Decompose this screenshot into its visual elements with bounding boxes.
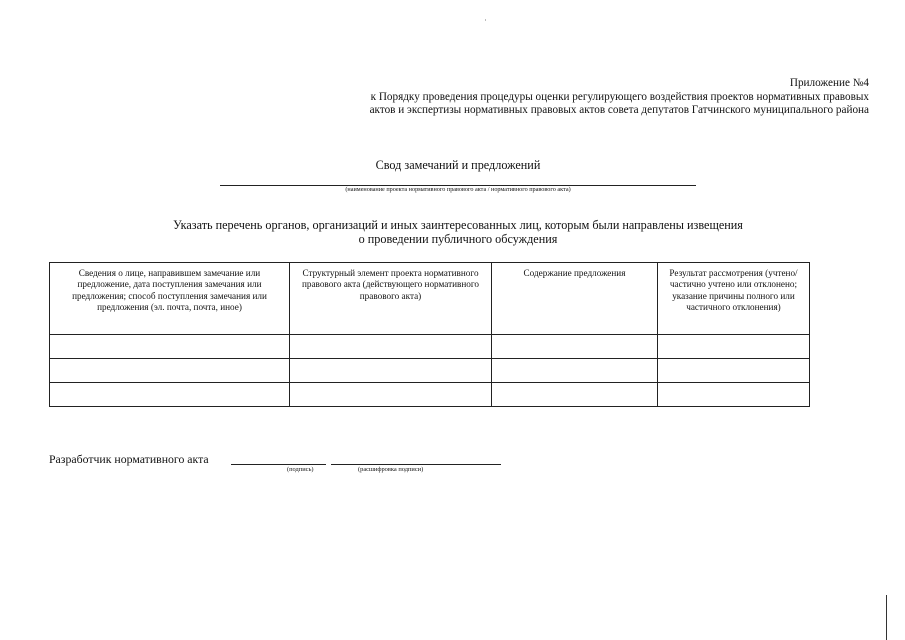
header-review-result: Результат рассмотрения (учтено/частично учтено или отклонено; указание причины полного или частичного отклонения) <box>658 263 810 335</box>
table-row <box>50 359 810 383</box>
table-row <box>50 335 810 359</box>
appendix-line-1: к Порядку проведения процедуры оценки регулирующего воздействия проектов нормативных правовых <box>370 90 869 103</box>
appendix-header <box>309 77 869 118</box>
developer-label: Разработчик нормативного акта <box>49 452 209 466</box>
table-cell[interactable] <box>658 359 810 383</box>
document-title: Свод замечаний и предложений <box>375 158 541 172</box>
remarks-table <box>49 262 810 407</box>
instruction-line-1: Указать перечень органов, организаций и иных заинтересованных лиц, которым были направлены извещения <box>173 218 743 232</box>
signature-caption: (подпись) <box>287 466 314 473</box>
table-cell[interactable] <box>658 335 810 359</box>
table-cell[interactable] <box>290 359 492 383</box>
table-header-row <box>50 263 810 335</box>
table-row <box>50 383 810 407</box>
table-cell[interactable] <box>492 383 658 407</box>
signature-decode-field[interactable] <box>331 464 501 465</box>
table-cell[interactable] <box>492 359 658 383</box>
header-sender-info: Сведения о лице, направившем замечание или предложение, дата поступления замечания или предложения; способ поступления замечания или предложения (эл. почта, почта, иное) <box>50 263 290 335</box>
title-caption: (наименование проекта нормативного правового акта / нормативного правового акта) <box>345 186 571 193</box>
scan-artifact-dot <box>485 19 486 21</box>
header-proposal-content: Содержание предложения <box>492 263 658 335</box>
scan-artifact-edge <box>886 595 887 640</box>
table-cell[interactable] <box>290 383 492 407</box>
appendix-line-2: актов и экспертизы нормативных правовых актов совета депутатов Гатчинского муниципального района <box>369 104 869 117</box>
table-cell[interactable] <box>492 335 658 359</box>
appendix-title: Приложение №4 <box>789 77 869 89</box>
signature-field[interactable] <box>231 464 326 465</box>
instruction-text <box>110 218 806 247</box>
instruction-line-2: о проведении публичного обсуждения <box>358 232 558 247</box>
table-cell[interactable] <box>50 383 290 407</box>
header-structural-element: Структурный элемент проекта нормативного правового акта (действующего нормативного правового акта) <box>290 263 492 335</box>
table-cell[interactable] <box>50 335 290 359</box>
table-cell[interactable] <box>658 383 810 407</box>
signature-decode-caption: (расшифровка подписи) <box>358 466 424 473</box>
table-cell[interactable] <box>50 359 290 383</box>
table-cell[interactable] <box>290 335 492 359</box>
